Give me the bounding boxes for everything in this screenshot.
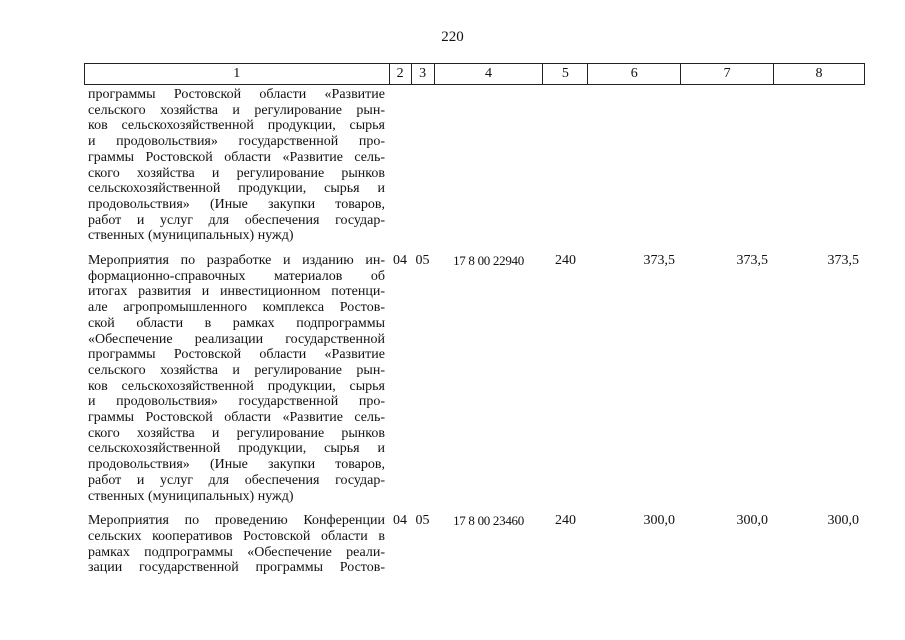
description-line: зации государственной программы Ростов- — [88, 560, 385, 576]
table-row — [84, 513, 865, 576]
header-cell-2: 2 — [390, 64, 412, 84]
description-line: сельских кооперативов Ростовской области в — [88, 528, 385, 544]
header-cell-5: 5 — [543, 64, 588, 84]
row-description — [84, 253, 389, 504]
description-line: итогах развития и инвестиционном потенци- — [88, 284, 385, 300]
amount-col-6: 373,5 — [643, 253, 675, 269]
target-article-code: 17 8 00 22940 — [453, 253, 524, 269]
description-line: формационно-справочных материалов об — [88, 268, 385, 284]
description-line: работ и услуг для обеспечения государ- — [88, 212, 385, 228]
description-line: «Обеспечение реализации государственной — [88, 331, 385, 347]
description-line: Мероприятия по проведению Конференции — [88, 513, 385, 529]
description-line: работ и услуг для обеспечения государ- — [88, 472, 385, 488]
description-line: рамках подпрограммы «Обеспечение реали- — [88, 544, 385, 560]
section-code: 04 — [393, 253, 407, 269]
header-cell-4: 4 — [435, 64, 544, 84]
description-line: Мероприятия по разработке и изданию ин- — [88, 253, 385, 269]
expense-type-code — [543, 87, 588, 244]
page-number: 220 — [441, 29, 464, 45]
row-description — [84, 513, 389, 576]
amount-col-6 — [588, 87, 681, 244]
header-cell-7: 7 — [681, 64, 774, 84]
description-line: ской области в рамках подпрограммы — [88, 315, 385, 331]
subsection-code: 05 — [415, 253, 430, 269]
description-line: продовольствия» (Иные закупки товаров, — [88, 196, 385, 212]
section-code — [389, 87, 411, 244]
description-line: программы Ростовской области «Развитие — [88, 87, 385, 102]
section-code: 04 — [393, 513, 407, 529]
target-article-code: 17 8 00 23460 — [453, 513, 524, 529]
description-line: ственных (муниципальных) нужд) — [88, 488, 294, 504]
table-row — [84, 87, 865, 244]
subsection-code: 05 — [415, 513, 430, 529]
amount-col-8 — [774, 87, 865, 244]
description-line: и продовольствия» государственной про- — [88, 134, 385, 150]
description-line: сельскохозяйственной продукции, сырья и — [88, 441, 385, 457]
amount-col-7: 373,5 — [736, 253, 768, 269]
target-article-code — [434, 87, 543, 244]
description-line: ков сельскохозяйственной продукции, сырья — [88, 378, 385, 394]
subsection-code — [411, 87, 434, 244]
description-line: але агропромышленного комплекса Ростов- — [88, 300, 385, 316]
amount-col-7 — [681, 87, 774, 244]
amount-col-8: 300,0 — [827, 513, 859, 529]
table-header-row — [84, 63, 865, 85]
description-line: ков сельскохозяйственной продукции, сырья — [88, 118, 385, 134]
description-line: ственных (муниципальных) нужд) — [88, 228, 294, 244]
header-cell-1: 1 — [85, 64, 390, 84]
table-body — [84, 87, 865, 576]
amount-col-7: 300,0 — [736, 513, 768, 529]
description-line: ского хозяйства и регулирование рынков — [88, 165, 385, 181]
description-line: программы Ростовской области «Развитие — [88, 347, 385, 363]
row-description — [84, 87, 389, 244]
description-line: граммы Ростовской области «Развитие сель- — [88, 410, 385, 426]
description-line: граммы Ростовской области «Развитие сель- — [88, 149, 385, 165]
expense-type-code: 240 — [555, 513, 576, 529]
header-cell-8: 8 — [774, 64, 865, 84]
header-cell-6: 6 — [588, 64, 681, 84]
amount-col-8: 373,5 — [827, 253, 859, 269]
description-line: ского хозяйства и регулирование рынков — [88, 425, 385, 441]
description-line: продовольствия» (Иные закупки товаров, — [88, 457, 385, 473]
expense-type-code: 240 — [555, 253, 576, 269]
description-line: и продовольствия» государственной про- — [88, 394, 385, 410]
description-line: сельского хозяйства и регулирование рын- — [88, 102, 385, 118]
table-row — [84, 253, 865, 504]
description-line: сельскохозяйственной продукции, сырья и — [88, 181, 385, 197]
description-line: сельского хозяйства и регулирование рын- — [88, 362, 385, 378]
header-cell-3: 3 — [412, 64, 435, 84]
amount-col-6: 300,0 — [643, 513, 675, 529]
